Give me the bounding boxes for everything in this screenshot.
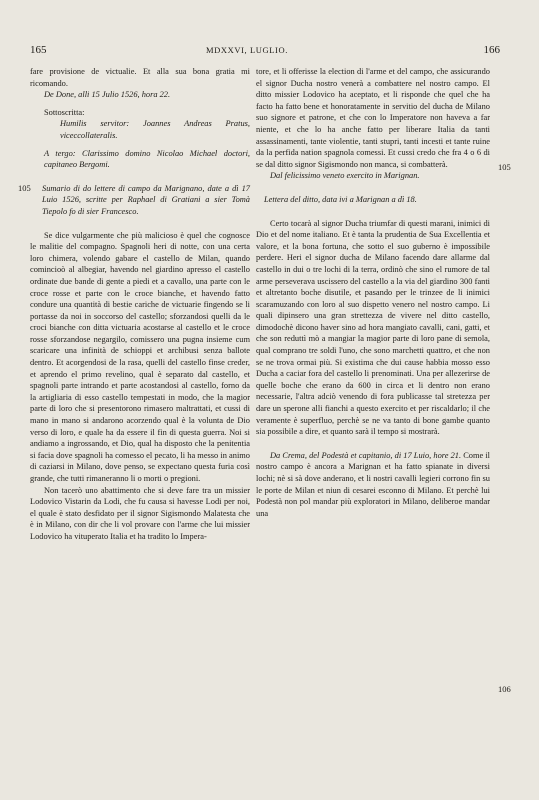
left-column (18, 66, 250, 543)
section-heading-inline: Da Crema, del Podestà et capitanio, di 17 Luio, hore 21. (270, 450, 462, 460)
dateline: De Done, alli 15 Julio 1526, hora 22. (44, 90, 171, 100)
running-title: MDXXVI, LUGLIO. (206, 45, 288, 55)
margin-number-right: 106 (498, 684, 511, 694)
closing-line: Dal felicissimo veneto exercito in Marignan. (270, 171, 420, 181)
signature: Humilis servitor: Joannes Andreas Pratus, viceccollateralis. (60, 119, 250, 140)
section-heading: Sumario di do lettere di campo da Marignano, date a dì 17 Luio 1526, scritte per Raphael di Gratiani a sier Tomà Tiepolo fo di sier Francesco. (42, 183, 250, 216)
paragraph: Non tacerò uno abattimento che si deve fare tra un missier Lodovico Vistarin da Lodi, che fu causa si havesse Lodi per noi, el quale è stato desfidato per il signor Sigismondo Malatesta che è in Milano, con dir che li vol provare con l'arme che lui missier Lodovico ha vituperato Italia et ha tradito lo Impera- (30, 485, 250, 541)
page-number-right: 166 (483, 44, 500, 56)
address-note: A tergo: Clarissimo domino Nicolao Michael doctori, capitaneo Bergomi. (44, 148, 250, 170)
paragraph: Certo tocarà al signor Ducha triumfar di questi marani, inimici di Dio et del nome italiano. Et è tanta la prudentia de Sua Excellentia et valore, et la bona fortuna, che sotto el suo guberno è impossibile perdere. Heri el signor ducha de Milano facendo dare allarme dal castello in dui o tre lochi di la terra, ordinò che sino el rumore de tal arme perseverava uscissero del castello a la via del giardino 300 fanti et altretanto boche disutile, et pasando per le trinzee de li inimici scaramuzando con loro al suo dispetto venero nel nostro campo. Li quali dipinsero una gran strettezza de vivere nel ditto castello, dimodochè dicono haver sino ad hora mangiato cavalli, cani, gatti, et che son reduttì mò a mangiar la magior parte di loro pane di semola, qual comprano tre soldi l'uno, che sono marchetti quattro, et che non se ne trova ormai più. Si existima che dui cause habbia mosso esso Ducha a caciar fora del castello li prenominati. Una per allezerirse de quelle boche che erano da 600 in circa et li dentro non erano necessarie, l'altra adciò venendo di fora publicasse tal stretezza per dare un sperone alli fianchi a questo exercito et per riscaldarlo; il che veramente è superfluo, perchè se ne va tanto di bone gambe quanto sia possibile a dire, et quanto sarà il tempo si mostrarà. (256, 218, 490, 437)
margin-number-right: 105 (498, 162, 511, 172)
section-heading: Lettera del ditto, data ivi a Marignan a dì 18. (264, 194, 417, 204)
paragraph: fare provisione de victualie. Et alla sua bona gratia mi ricomando. (30, 67, 250, 88)
right-column (256, 66, 490, 519)
paragraph: Se dice vulgarmente che più malicioso è quel che cognosce le malitie del compagno. Spagnoli heri di notte, con una certa loro chimera, volendo gabare el castello de Milan, quando comincioò al albegiar, havendo nel giardino apresso el castello ordinate due bande di gente a piedi et a cavallo, una parte con le croce rosse et parte con le croce bianche, et havendo fatto condure una quantità di bestie cariche de victuarie fingendo se li portasse da noi in soccorso del castello; sforzandosi quelli da le croci bianche con ditta victuaria acostarse al castello et le croce rosse sforzandose negargilo, comissero una pugna insieme cum scaricare una infinità de schioppi et archibusi senza ballote dentro. Et acorgendosi de la rasa, quelli del castello finse creder, et aprendo el primo revelino, qual è separato dal castello, et spagnoli parte intrando et parte acostandosi al castello, forno da la artigliaria di esso castello tempestati in modo, che la magior parte di loro che si presentorono rimasero maltrattati, et cussi di mano in mano si andarono acorzendo qual è la volunta de Dio verso di loro, e quale ha da essere il fin di questa guerra. Noi si andiamo a ingrossando, et Dio, qual ha disposto che la penitentia si facia dove spagnoli ha comesso el pecato, li ha messo in animo di caziarsi in Milano, dove penso, se expectano questa furia così grande, che tutti rimaneranno li o morti o pregioni. (30, 230, 250, 483)
paragraph-text: Come il nostro campo è ancora a Marignan et ha fatto spianate in diversi lochi; nè si sà dove anderano, et li nostri cavalli legieri corrono fin su le porte de Milan et niun di cesarei esconno di Milano. Et perchè lui Podestà non pol mandar più exploratori in Milano, deliberoe mandar una (256, 450, 491, 518)
running-header (30, 44, 500, 60)
subscription-label: Sottoscritta: (44, 107, 85, 117)
margin-number-left: 105 (18, 182, 31, 193)
page-number-left: 165 (30, 44, 47, 56)
paragraph (256, 450, 490, 520)
paragraph: tore, et li offerisse la election di l'arme et del campo, che assicurando el signor Ducha nostro venerà a combattere nel nostro campo. El ditto missier Lodovico ha aceptato, et li risponde che quel che ha facto ha fatto bene et honoratamente in servitio del ducha de Milano suo signore et patrone, et che con lo Imperatore non haveva a far niente, et che lo ha anche fatto per liberare Italia da tanti assassinamenti, tante violentie, tanti stupri, tanti incesti et tante ruine da la perfida nation spagnola comessi. Et cussi credo che fra 4 o 6 di se dal ditto signor Sigismondo non manca, si combatterà. (256, 67, 490, 169)
